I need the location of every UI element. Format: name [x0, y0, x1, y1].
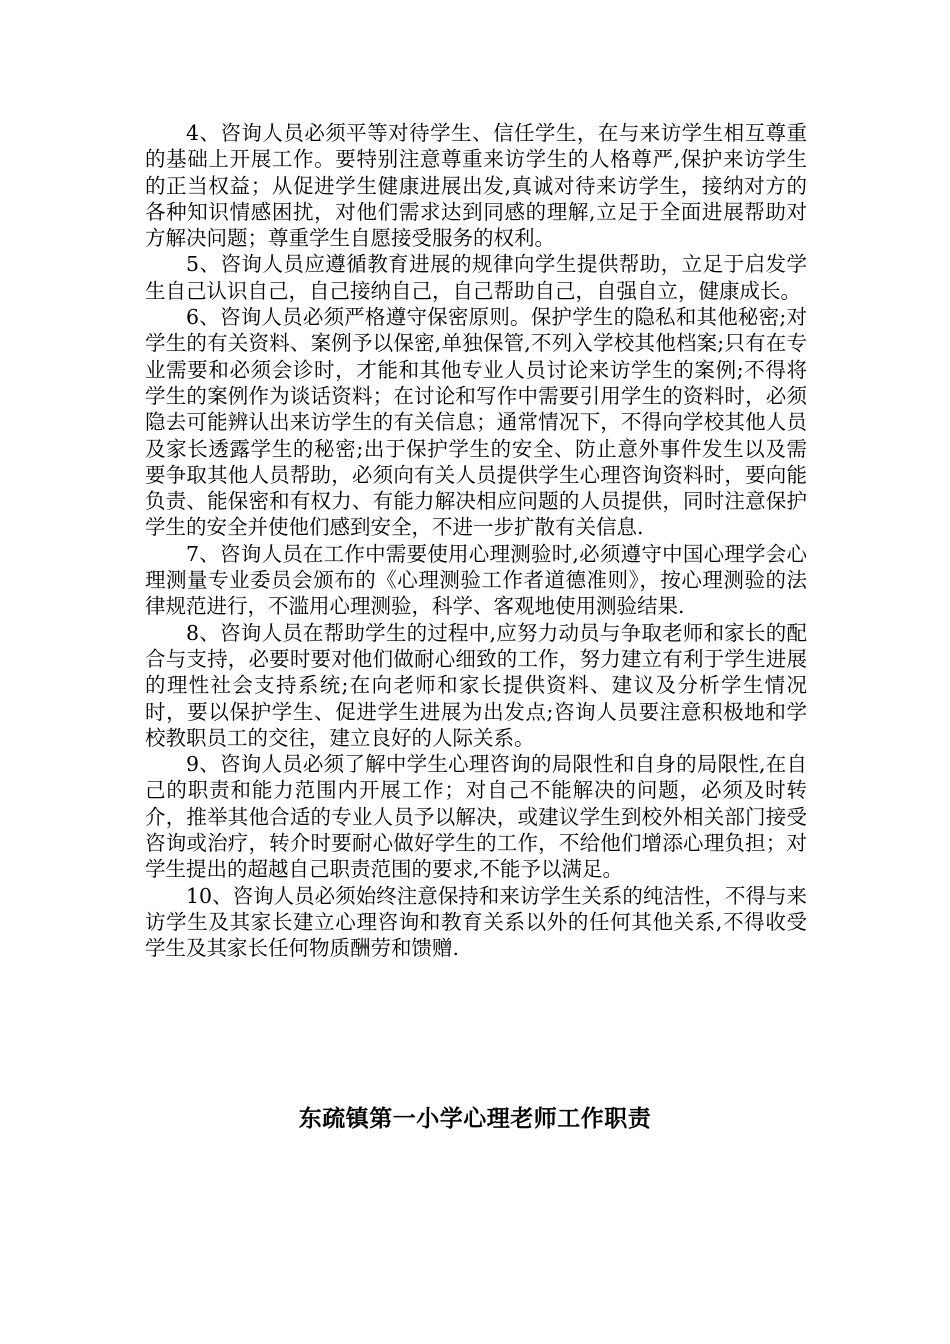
- paragraph-5: 5、咨询人员应遵循教育进展的规律向学生提供帮助，立足于启发学生自己认识自己，自己接纳自己，自己帮助自己，自强自立，健康成长。: [145, 252, 807, 303]
- paragraph-6: 6、咨询人员必须严格遵守保密原则。保护学生的隐私和其他秘密;对学生的有关资料、案例予以保密,单独保管,不列入学校其他档案;只有在专业需要和必须会诊时，才能和其他专业人员讨论来访学生的案例;不得将学生的案例作为谈话资料；在讨论和写作中需要引用学生的资料时，必须隐去可能辨认出来访学生的有关信息；通常情况下，不得向学校其他人员及家长透露学生的秘密;出于保护学生的安全、防止意外事件发生以及需要争取其他人员帮助，必须向有关人员提供学生心理咨询资料时，要向能负责、能保密和有权力、有能力解决相应问题的人员提供，同时注意保护学生的安全并使他们感到安全，不进一步扩散有关信息.: [145, 305, 807, 540]
- section-title: 东疏镇第一小学心理老师工作职责: [298, 1106, 652, 1132]
- paragraph-4: 4、咨询人员必须平等对待学生、信任学生，在与来访学生相互尊重的基础上开展工作。要特别注意尊重来访学生的人格尊严,保护来访学生的正当权益；从促进学生健康进展出发,真诚对待来访学生，接纳对方的各种知识情感困扰，对他们需求达到同感的理解,立足于全面进展帮助对方解决问题；尊重学生自愿接受服务的权利。: [145, 121, 807, 251]
- paragraph-8: 8、咨询人员在帮助学生的过程中,应努力动员与争取老师和家长的配合与支持，必要时要对他们做耐心细致的工作，努力建立有利于学生进展的理性社会支持系统;在向老师和家长提供资料、建议及分析学生情况时，要以保护学生、促进学生进展为出发点;咨询人员要注意积极地和学校教职员工的交往，建立良好的人际关系。: [145, 620, 807, 750]
- paragraph-9: 9、咨询人员必须了解中学生心理咨询的局限性和自身的局限性,在自己的职责和能力范围内开展工作；对自己不能解决的问题，必须及时转介，推举其他合适的专业人员予以解决，或建议学生到校外相关部门接受咨询或治疗，转介时要耐心做好学生的工作，不给他们增添心理负担；对学生提出的超越自己职责范围的要求,不能予以满足。: [145, 752, 807, 882]
- paragraph-10: 10、咨询人员必须始终注意保持和来访学生关系的纯洁性，不得与来访学生及其家长建立心理咨询和教育关系以外的任何其他关系,不得收受学生及其家长任何物质酬劳和馈赠.: [145, 883, 807, 961]
- document-body: [145, 120, 807, 962]
- paragraph-7: 7、咨询人员在工作中需要使用心理测验时,必须遵守中国心理学会心理测量专业委员会颁布的《心理测验工作者道德准则》，按心理测验的法律规范进行，不滥用心理测验，科学、客观地使用测验结果.: [145, 541, 807, 619]
